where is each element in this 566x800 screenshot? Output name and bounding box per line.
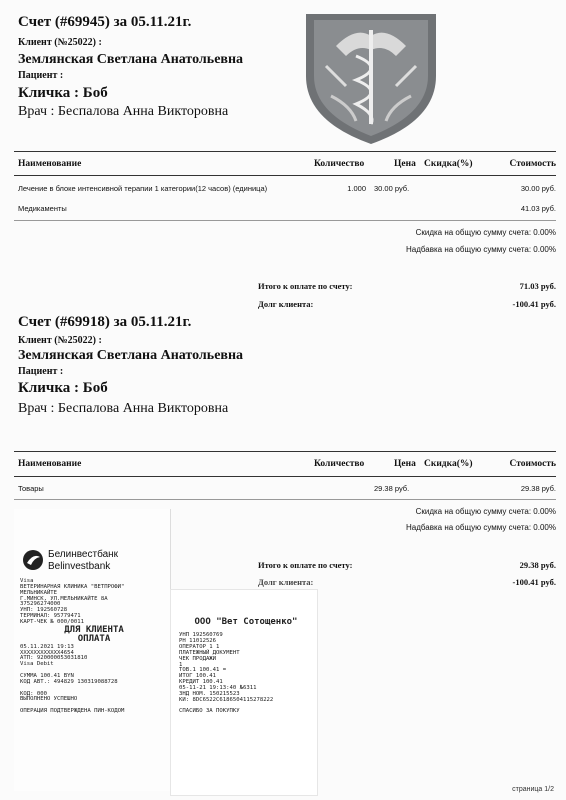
total-label: Итого к оплате по счету: (258, 281, 353, 291)
receipt-line: ОПЛАТА (77, 634, 111, 645)
table-top-rule (14, 151, 556, 152)
receipt-line: ООО "Вет Сотощенко" (194, 617, 298, 627)
col-header-cost: Стоимость (509, 159, 556, 169)
total-label: Итого к оплате по счету: (258, 560, 353, 570)
markup-line: Надбавка на общую сумму счета: 0.00% (406, 523, 556, 532)
receipt-line: ТЕРМИНАЛ: 95779471 (20, 613, 81, 620)
client-label: Клиент (№25022) : (18, 335, 102, 346)
receipt-line: УНП: 192560728 (20, 607, 68, 614)
receipt-line: МЕЛЬНИКАЙТЕ (20, 589, 58, 596)
row-price: 29.38 руб. (374, 484, 410, 493)
invoice-title: Счет (#69945) за 05.11.21г. (18, 14, 192, 30)
debt-value: -100.41 руб. (512, 299, 556, 309)
receipt-line: КОД: 000 (20, 690, 47, 697)
debt-label: Долг клиента: (258, 577, 314, 587)
receipt-line: ЗНД НОМ. 150215523 (179, 690, 240, 697)
col-header-qty: Количество (314, 159, 365, 169)
row-cost: 29.38 руб. (520, 484, 556, 493)
receipt-line: СПАСИБО ЗА ПОКУПКУ (179, 708, 240, 715)
receipt-line: РН 11012526 (179, 638, 217, 645)
table-header-rule (14, 175, 556, 176)
patient-label: Пациент : (18, 70, 64, 81)
total-value: 71.03 руб. (519, 281, 556, 291)
receipt-line: ПЛАТЕЖНЫЙ ДОКУМЕНТ (179, 649, 240, 656)
discount-line: Скидка на общую сумму счета: 0.00% (415, 228, 556, 237)
doctor: Врач : Беспалова Анна Викторовна (18, 401, 229, 416)
table-header-rule (14, 476, 556, 477)
receipt-line: 05.11.2021 19:13 (20, 643, 74, 650)
receipt-line: ОПЕРАЦИЯ ПОДТВЕРЖДЕНА ПИН-КОДОМ (20, 708, 125, 715)
row-price: 30.00 руб. (374, 184, 410, 193)
row-cost: 41.03 руб. (520, 204, 556, 213)
bank-logo-icon (22, 549, 44, 571)
pet-nickname: Кличка : Боб (18, 380, 108, 396)
invoice-title: Счет (#69918) за 05.11.21г. (18, 314, 192, 330)
receipt-line: Visa Debit (20, 661, 54, 668)
col-header-discount: Скидка(%) (424, 459, 473, 469)
row-name: Медикаменты (18, 204, 67, 213)
pet-nickname: Кличка : Боб (18, 85, 108, 101)
receipt-line: УНП 192560769 (179, 632, 223, 639)
bank-brand-ru: Белинвестбанк (48, 549, 119, 560)
receipt-line: 375296274000 (20, 601, 61, 608)
client-name: Землянская Светлана Анатольевна (18, 52, 244, 67)
bank-receipt (14, 509, 171, 791)
page-number: страница 1/2 (512, 786, 554, 793)
row-name: Лечение в блоке интенсивной терапии 1 категории(12 часов) (единица) (18, 184, 268, 193)
receipt-line: ВЕТЕРИНАРНАЯ КЛИНИКА "ВЕТПРОФИ" (20, 583, 125, 590)
col-header-price: Цена (394, 459, 416, 469)
doctor: Врач : Беспалова Анна Викторовна (18, 104, 229, 119)
markup-line: Надбавка на общую сумму счета: 0.00% (406, 245, 556, 254)
table-bottom-rule (14, 220, 556, 221)
receipt-line: ИТОГ 100.41 (179, 673, 217, 680)
row-cost: 30.00 руб. (520, 184, 556, 193)
discount-line: Скидка на общую сумму счета: 0.00% (415, 507, 556, 516)
receipt-line: ДЛЯ КЛИЕНТА (64, 624, 124, 635)
row-name: Товары (18, 484, 44, 493)
receipt-line: 1 (179, 661, 183, 668)
shop-receipt-lines (179, 618, 313, 715)
receipt-line: КРЕДИТ 100.41 (179, 679, 223, 686)
shop-receipt (170, 589, 318, 796)
row-qty: 1.000 (347, 184, 366, 193)
receipt-line: Г.МИНСК, УЛ.МЕЛЬНИКАЙТЕ 8А (20, 595, 108, 602)
receipt-line: 05-11-21 19:13:40 №6311 (179, 685, 257, 692)
receipt-line: СУММА 100.41 BYN (20, 673, 74, 680)
receipt-line: КИ: 8DC6522C6186504115278222 (179, 696, 274, 703)
receipt-line: ТОВ.1 100.41 = (179, 667, 227, 674)
receipt-line: XXXXXXXXXXXX4654 (20, 649, 74, 656)
debt-value: -100.41 руб. (512, 577, 556, 587)
debt-label: Долг клиента: (258, 299, 314, 309)
col-header-qty: Количество (314, 459, 365, 469)
patient-label: Пациент : (18, 366, 64, 377)
bank-brand-en: Belinvestbank (48, 561, 111, 572)
table-bottom-rule (14, 499, 556, 500)
clinic-emblem (296, 6, 446, 146)
total-value: 29.38 руб. (519, 560, 556, 570)
col-header-cost: Стоимость (509, 459, 556, 469)
col-header-price: Цена (394, 159, 416, 169)
col-header-name: Наименование (18, 459, 82, 469)
col-header-name: Наименование (18, 159, 82, 169)
receipt-line: ВЫПОЛНЕНО УСПЕШНО (20, 696, 78, 703)
receipt-line: АТП: 920000053031810 (20, 655, 88, 662)
receipt-line: ОПЕРАТОР 1 1 (179, 644, 220, 651)
receipt-line: КОД АВТ.: 494829 130319088728 (20, 678, 118, 685)
bank-receipt-lines (20, 579, 168, 715)
client-name: Землянская Светлана Анатольевна (18, 348, 244, 363)
table-top-rule (14, 451, 556, 452)
client-label: Клиент (№25022) : (18, 37, 102, 48)
receipt-line: Visa (20, 578, 34, 584)
col-header-discount: Скидка(%) (424, 159, 473, 169)
receipt-line: КАРТ-ЧЕК № 000/0011 (20, 619, 84, 626)
receipt-line: ЧЕК ПРОДАЖИ (179, 655, 217, 662)
